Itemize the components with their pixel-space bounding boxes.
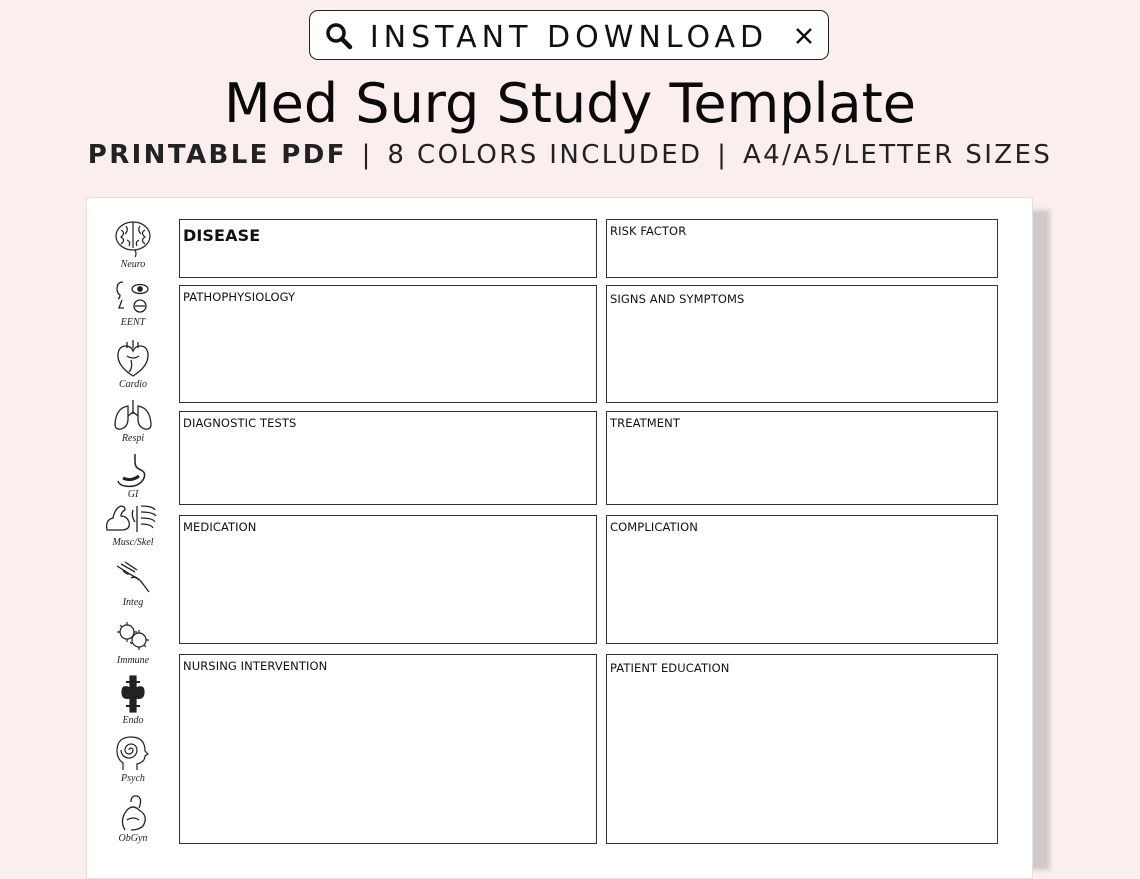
risk-factor-label: RISK FACTOR [610, 224, 687, 238]
complication-field[interactable] [606, 515, 998, 644]
diagnostic-tests-field[interactable] [179, 411, 597, 505]
heart-icon [113, 338, 153, 378]
treatment-field[interactable] [606, 411, 998, 505]
muscle-skeleton-icon [103, 502, 163, 536]
disease-field[interactable] [179, 219, 597, 278]
search-text: INSTANT DOWNLOAD [369, 20, 769, 55]
system-label: Respi [121, 433, 145, 444]
search-bar[interactable] [309, 10, 829, 60]
system-label: EENT [120, 317, 146, 328]
system-respi [87, 398, 179, 444]
system-cardio [87, 338, 179, 390]
subtitle-separator: | [361, 140, 373, 170]
stomach-icon [113, 452, 153, 488]
subtitle-format: PRINTABLE PDF [87, 140, 347, 170]
brain-icon [113, 218, 153, 258]
medication-field[interactable] [179, 515, 597, 644]
system-eent [87, 280, 179, 328]
subtitle-colors: 8 COLORS INCLUDED [387, 140, 703, 170]
patient-education-label: PATIENT EDUCATION [610, 661, 730, 675]
system-musc-skel [87, 502, 179, 548]
pathophysiology-field[interactable] [179, 285, 597, 403]
system-immune [87, 618, 179, 666]
pregnancy-icon [113, 794, 153, 832]
system-integ [87, 560, 179, 608]
system-label: Endo [122, 715, 144, 726]
close-icon[interactable] [792, 24, 816, 48]
system-psych [87, 734, 179, 784]
system-label: ObGyn [118, 833, 148, 844]
pathophysiology-label: PATHOPHYSIOLOGY [183, 290, 296, 304]
system-label: Psych [121, 773, 145, 784]
system-label: Neuro [120, 259, 146, 270]
system-obgyn [87, 794, 179, 844]
system-label: GI [127, 489, 139, 500]
virus-icon [113, 618, 153, 654]
body-systems-sidebar [87, 198, 179, 878]
nursing-intervention-field[interactable] [179, 654, 597, 844]
patient-education-field[interactable] [606, 654, 998, 844]
system-neuro [87, 218, 179, 270]
complication-label: COMPLICATION [610, 520, 699, 534]
subtitle-separator: | [717, 140, 729, 170]
thyroid-icon [118, 674, 148, 714]
system-label: Musc/Skel [112, 537, 154, 548]
signs-symptoms-label: SIGNS AND SYMPTOMS [610, 292, 745, 306]
lungs-icon [113, 398, 153, 432]
subtitle-sizes: A4/A5/LETTER SIZES [742, 140, 1053, 170]
system-endo [87, 674, 179, 726]
diagnostic-tests-label: DIAGNOSTIC TESTS [183, 416, 297, 430]
medication-label: MEDICATION [183, 520, 257, 534]
risk-factor-field[interactable] [606, 219, 998, 278]
system-label: Immune [116, 655, 150, 666]
ear-eye-nose-throat-icon [113, 280, 153, 316]
template-page [86, 197, 1033, 879]
page-title: Med Surg Study Template [224, 72, 916, 135]
system-gi [87, 452, 179, 500]
head-spiral-icon [113, 734, 153, 772]
system-label: Cardio [119, 379, 147, 390]
system-label: Integ [122, 597, 144, 608]
nursing-intervention-label: NURSING INTERVENTION [183, 659, 328, 673]
treatment-label: TREATMENT [610, 416, 680, 430]
signs-symptoms-field[interactable] [606, 285, 998, 403]
disease-label: DISEASE [183, 226, 261, 245]
subtitle [0, 140, 1140, 170]
skin-hand-icon [113, 560, 153, 596]
